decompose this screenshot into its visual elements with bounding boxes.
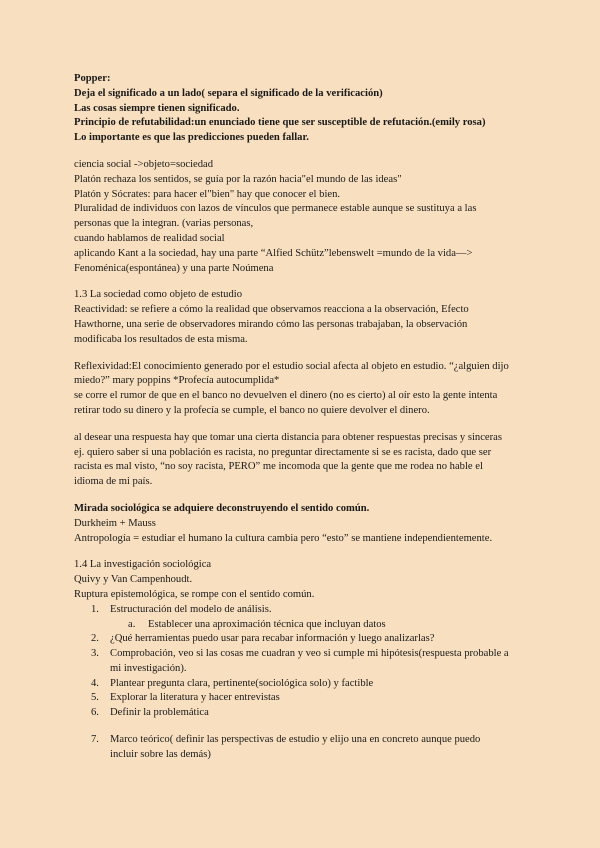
text-line: Reactividad: se refiere a cómo la realidad que observamos reacciona a la observación, Efecto	[74, 304, 469, 316]
text-line: Quivy y Van Campenhoudt.	[74, 574, 193, 586]
list-number: 1.	[91, 603, 99, 615]
list-item	[74, 706, 530, 721]
text-line: Durkheim + Mauss	[74, 517, 156, 529]
list-item-text: Marco teórico( definir las perspectivas de estudio y elijo una en concreto aunque puedo	[110, 734, 481, 746]
text-line: ciencia social ->objeto=sociedad	[74, 158, 214, 170]
list-letter: a.	[128, 618, 136, 630]
list-subitem	[74, 618, 530, 633]
list-item	[74, 603, 530, 618]
list-number: 6.	[91, 707, 99, 719]
list-number: 7.	[91, 734, 99, 746]
bold-statement: Mirada sociológica se adquiere deconstruyendo el sentido común.	[74, 502, 370, 514]
list-item-text: Plantear pregunta clara, pertinente(sociológica solo) y factible	[110, 677, 374, 689]
text-line: Ruptura epistemológica, se rompe con el sentido común.	[74, 588, 315, 600]
list-item-text: Comprobación, veo si las cosas me cuadran y veo si cumple mi hipótesis(respuesta probable a	[110, 648, 509, 660]
popper-line: Las cosas siempre tienen significado.	[74, 102, 240, 114]
list-number: 2.	[91, 633, 99, 645]
text-line: miedo?” mary poppins *Profecía autocumplida*	[74, 375, 280, 387]
text-line: aplicando Kant a la sociedad, hay una parte “Alfied Schütz”lebenswelt =mundo de la vida—>	[74, 247, 473, 259]
text-line: Antropología = estudiar el humano la cultura cambia pero “esto” se mantiene independientemente.	[74, 532, 493, 544]
document-body	[74, 72, 530, 763]
text-line: al desear una respuesta hay que tomar una cierta distancia para obtener respuestas precisas y sinceras	[74, 431, 502, 443]
text-line: se corre el rumor de que en el banco no devuelven el dinero (no es cierto) al oír esto la gente intenta	[74, 390, 498, 402]
list-number: 5.	[91, 692, 99, 704]
text-line: Hawthorne, una serie de observadores mirando cómo las personas trabajaban, la observación	[74, 318, 468, 330]
list-item	[74, 733, 530, 763]
section-heading: 1.3 La sociedad como objeto de estudio	[74, 289, 242, 301]
text-line: Reflexividad:El conocimiento generado por el estudio social afecta al objeto en estudio. “¿alguien dijo	[74, 360, 509, 372]
list-item-text-cont: mi investigación).	[110, 662, 187, 674]
list-number: 4.	[91, 677, 99, 689]
section-heading: 1.4 La investigación sociológica	[74, 559, 212, 571]
text-line: Fenoménica(espontánea) y una parte Noúmena	[74, 262, 274, 274]
text-line: idioma de mi país.	[74, 476, 153, 488]
list-item-text: Estructuración del modelo de análisis.	[110, 603, 272, 615]
list-item	[74, 632, 530, 647]
popper-line: Deja el significado a un lado( separa el significado de la verificación)	[74, 87, 383, 99]
list-item-text: Establecer una aproximación técnica que incluyan datos	[148, 618, 386, 630]
list-number: 3.	[91, 648, 99, 660]
list-item-text: Explorar la literatura y hacer entrevistas	[110, 692, 280, 704]
text-line: personas que la integran. (varias personas,	[74, 218, 254, 230]
popper-title: Popper:	[74, 73, 111, 84]
text-line: Pluralidad de individuos con lazos de vínculos que permanece estable aunque se sustituya a las	[74, 203, 477, 215]
list-item-text: Definir la problemática	[110, 707, 209, 719]
list-item	[74, 677, 530, 692]
text-line: Platón y Sócrates: para hacer el"bien" hay que conocer el bien.	[74, 188, 341, 200]
popper-line: Lo importante es que las predicciones pueden fallar.	[74, 132, 309, 144]
text-line: cuando hablamos de realidad social	[74, 232, 225, 244]
numbered-list	[74, 603, 530, 763]
text-line: retirar todo su dinero y la profecía se cumple, el banco no quiere devolver el dinero.	[74, 404, 430, 416]
text-line: Platón rechaza los sentidos, se guía por la razón hacia"el mundo de las ideas"	[74, 173, 402, 185]
text-line: modificaba los resultados de esta misma.	[74, 333, 248, 345]
text-line: ej. quiero saber si una población es racista, no preguntar directamente si se es racista, dado que ser	[74, 446, 492, 458]
list-item-text: ¿Qué herramientas puedo usar para recabar información y luego analizarlas?	[110, 633, 435, 645]
list-item	[74, 691, 530, 706]
popper-line: Principio de refutabilidad:un enunciado tiene que ser susceptible de refutación.(emily rosa)	[74, 117, 486, 129]
text-line: racista es mal visto, “no soy racista, PERO” me incomoda que la gente que me rodea no hable el	[74, 461, 483, 473]
list-item-text-cont: incluir sobre las demás)	[110, 748, 211, 760]
list-item	[74, 647, 530, 677]
